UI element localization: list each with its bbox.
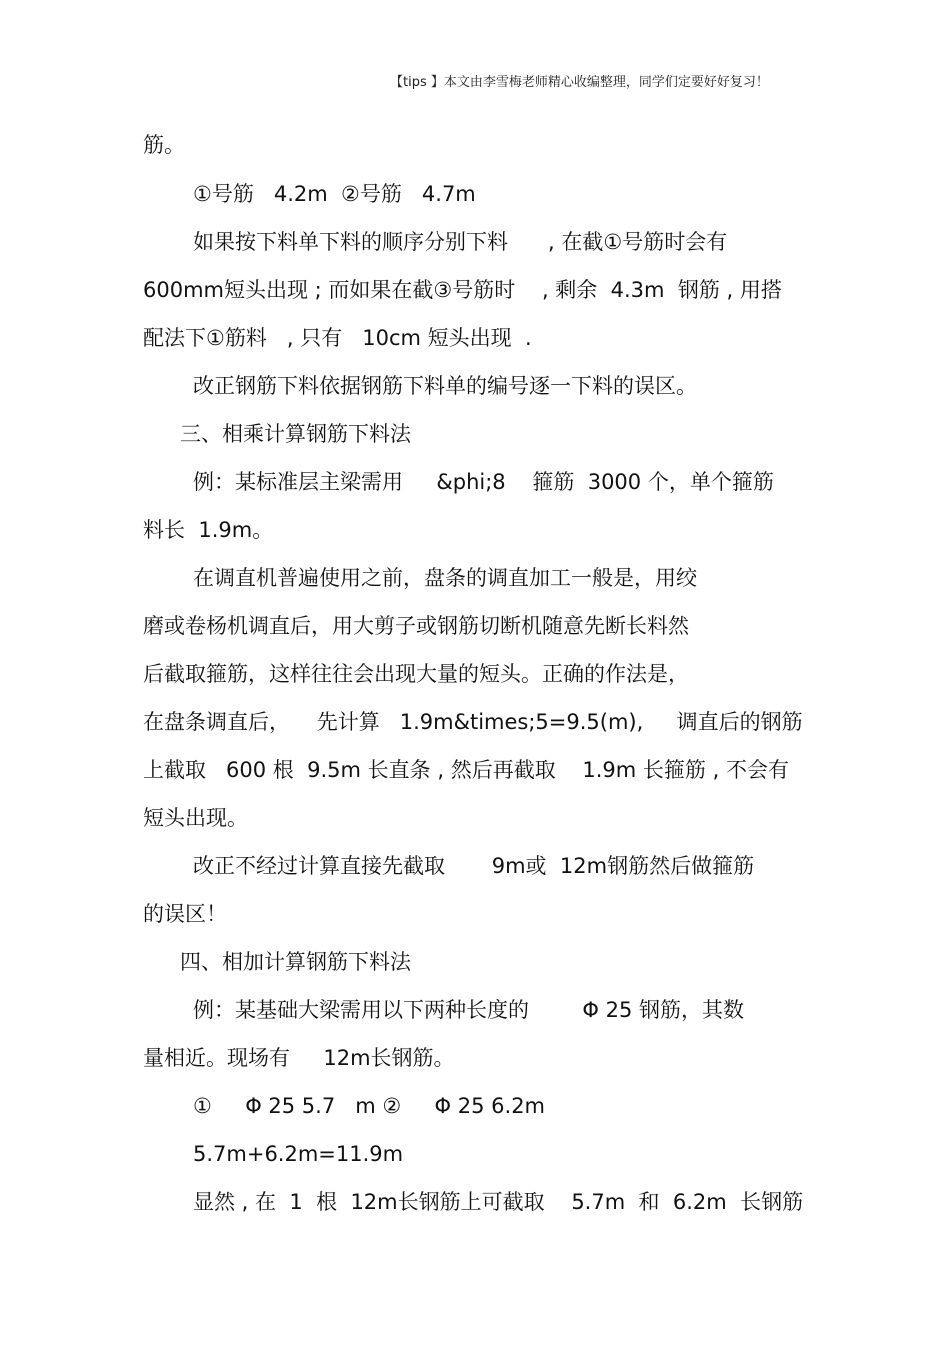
text-line: 料长 1.9m。 (143, 518, 274, 542)
text-line: 量相近。现场有 12m长钢筋。 (143, 1046, 455, 1070)
text-line: ①号筋 4.2m ②号筋 4.7m (193, 182, 476, 206)
text-line: 改正钢筋下料依据钢筋下料单的编号逐一下料的误区。 (193, 374, 697, 398)
header-tip: 【tips 】本文由李雪梅老师精心收编整理，同学们定要好好复习！ (390, 75, 769, 90)
text-line: 改正不经过计算直接先截取 9m或 12m钢筋然后做箍筋 (193, 854, 755, 878)
text-line: 磨或卷杨机调直后，用大剪子或钢筋切断机随意先断长料然 (143, 614, 689, 638)
text-line: 例：某基础大梁需用以下两种长度的 Φ 25 钢筋，其数 (193, 998, 745, 1022)
text-line: 如果按下料单下料的顺序分别下料 , 在截①号筋时会有 (193, 230, 728, 254)
text-line: 在调直机普遍使用之前，盘条的调直加工一般是，用绞 (193, 566, 697, 590)
section-heading: 三、相乘计算钢筋下料法 (180, 422, 411, 446)
text-line: 在盘条调直后， 先计算 1.9m&times;5=9.5(m), 调直后的钢筋 (143, 710, 803, 734)
text-line: 上截取 600 根 9.5m 长直条 , 然后再截取 1.9m 长箍筋 , 不会有 (143, 758, 789, 782)
text-line: 5.7m+6.2m=11.9m (193, 1142, 404, 1166)
text-line: 显然 , 在 1 根 12m长钢筋上可截取 5.7m 和 6.2m 长钢筋 (193, 1190, 804, 1214)
text-line: 筋。 (143, 133, 185, 157)
text-line: 例：某标准层主梁需用 &phi;8 箍筋 3000 个，单个箍筋 (193, 470, 774, 494)
section-heading: 四、相加计算钢筋下料法 (180, 950, 411, 974)
text-line: ① Φ 25 5.7 m ② Φ 25 6.2m (193, 1094, 546, 1118)
text-line: 的误区！ (143, 902, 227, 926)
text-line: 配法下①筋料 , 只有 10cm 短头出现 . (143, 326, 532, 350)
text-line: 短头出现。 (143, 806, 248, 830)
text-line: 后截取箍筋，这样往往会出现大量的短头。正确的作法是， (143, 662, 689, 686)
text-line: 600mm短头出现 ; 而如果在截③号筋时 , 剩余 4.3m 钢筋 , 用搭 (143, 278, 782, 302)
